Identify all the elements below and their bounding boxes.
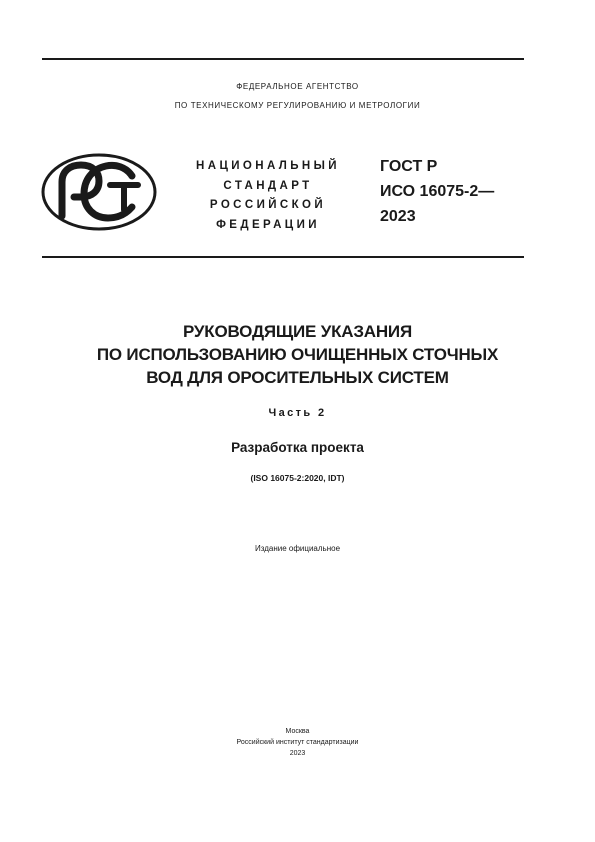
title-line-1: РУКОВОДЯЩИЕ УКАЗАНИЯ bbox=[183, 322, 412, 341]
top-rule bbox=[42, 58, 524, 60]
title-line-3: ВОД ДЛЯ ОРОСИТЕЛЬНЫХ СИСТЕМ bbox=[146, 368, 449, 387]
standard-type-line-3: РОССИЙСКОЙ bbox=[209, 199, 327, 211]
part-number: Часть 2 bbox=[268, 407, 327, 419]
document-subtitle: Разработка проекта bbox=[231, 440, 364, 455]
designation-line-1: ГОСТ Р bbox=[380, 158, 438, 175]
footer-year: 2023 bbox=[289, 750, 306, 757]
designation-line-2: ИСО 16075-2— bbox=[380, 183, 495, 200]
title-line-2: ПО ИСПОЛЬЗОВАНИЮ ОЧИЩЕННЫХ СТОЧНЫХ bbox=[96, 345, 499, 364]
standard-designation bbox=[380, 154, 494, 229]
middle-rule bbox=[42, 256, 524, 258]
agency-line-1: ФЕДЕРАЛЬНОЕ АГЕНТСТВО bbox=[236, 82, 359, 91]
iso-reference: (ISO 16075-2:2020, IDT) bbox=[250, 473, 345, 483]
standard-type-line-1: НАЦИОНАЛЬНЫЙ bbox=[196, 160, 340, 172]
edition-note: Издание официальное bbox=[254, 544, 341, 553]
agency-line-2: ПО ТЕХНИЧЕСКОМУ РЕГУЛИРОВАНИЮ И МЕТРОЛОГИИ bbox=[174, 101, 421, 110]
footer-city: Москва bbox=[285, 728, 310, 735]
gost-r-certification-mark-icon bbox=[40, 152, 158, 232]
publication-footer bbox=[0, 726, 595, 759]
standard-type-line-2: СТАНДАРТ bbox=[223, 179, 313, 192]
designation-line-3: 2023 bbox=[380, 208, 416, 225]
document-title bbox=[0, 320, 595, 389]
standard-type-block bbox=[178, 157, 358, 235]
standard-type-line-4: ФЕДЕРАЦИИ bbox=[216, 218, 320, 231]
footer-publisher: Российский институт стандартизации bbox=[236, 739, 359, 746]
